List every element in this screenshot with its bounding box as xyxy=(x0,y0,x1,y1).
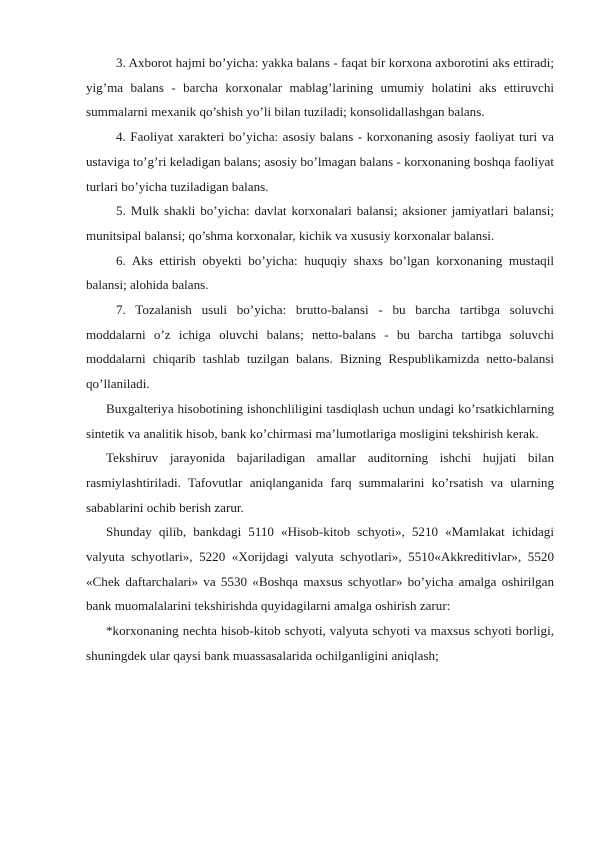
paragraph-item-5: 5. Mulk shakli bo’yicha: davlat korxonalari balansi; aksioner jamiyatlari balansi; munitsipal balansi; qo’shma korxonalar, kichik va xususiy korxonalar balansi. xyxy=(86,203,554,243)
paragraph-item-4: 4. Faoliyat xarakteri bo’yicha: asosiy balans - korxonaning asosiy faoliyat turi va ustaviga to’g’ri keladigan balans; asosiy bo’lmagan balans - korxonaning boshqa faoliyat turlari bo’yicha tuziladigan balans. xyxy=(86,129,554,194)
paragraph-accounts: Shunday qilib, bankdagi 5110 «Hisob-kitob schyoti», 5210 «Mamlakat ichidagi valyuta schyotlari», 5220 «Xorijdagi valyuta schyotlari», 5510«Akkreditivlar», 5520 «Chek daftarchalari» va 5530 «Boshqa maxsus schyotlar» bo’yicha amalga oshirilgan bank muomalalarini tekshirishda quyidagilarni amalga oshirish zarur: xyxy=(86,524,554,614)
paragraph-inspection: Tekshiruv jarayonida bajariladigan amallar auditorning ishchi hujjati bilan rasmiylashtiriladi. Tafovutlar aniqlanganida farq summalarini ko’rsatish va ularning sabablarini ochib berish zarur. xyxy=(86,450,554,515)
paragraph-item-6: 6. Aks ettirish obyekti bo’yicha: huquqiy shaxs bo’lgan korxonaning mustaqil balansi; alohida balans. xyxy=(86,252,554,293)
paragraph-item-7: 7. Tozalanish usuli bo’yicha: brutto-balansi - bu barcha tartibga soluvchi moddalarni o’z ichiga oluvchi balans; netto-balans - bu barcha tartibga soluvchi moddalarni chiqarib tashlab tuzilgan balans. Bizning Respublikamizda netto-balansi qo’llaniladi. xyxy=(86,302,554,392)
paragraph-reliability: Buxgalteriya hisobotining ishonchliligini tasdiqlash uchun undagi ko’rsatkichlarning sintetik va analitik hisob, bank ko’chirmasi ma’lumotlariga mosligini tekshirish kerak. xyxy=(86,400,554,441)
document-page xyxy=(86,51,554,669)
paragraph-bullet: *korxonaning nechta hisob-kitob schyoti, valyuta schyoti va maxsus schyoti borligi, shuningdek ular qaysi bank muassasalarida ochilganligini aniqlash; xyxy=(86,623,554,663)
paragraph-item-3: 3. Axborot hajmi bo’yicha: yakka balans - faqat bir korxona axborotini aks ettiradi; yig’ma balans - barcha korxonalar mablag’larining umumiy holatini aks ettiruvchi summalarni mexanik qo’shish yo’li bilan tuziladi; konsolidallashgan balans. xyxy=(86,55,554,120)
